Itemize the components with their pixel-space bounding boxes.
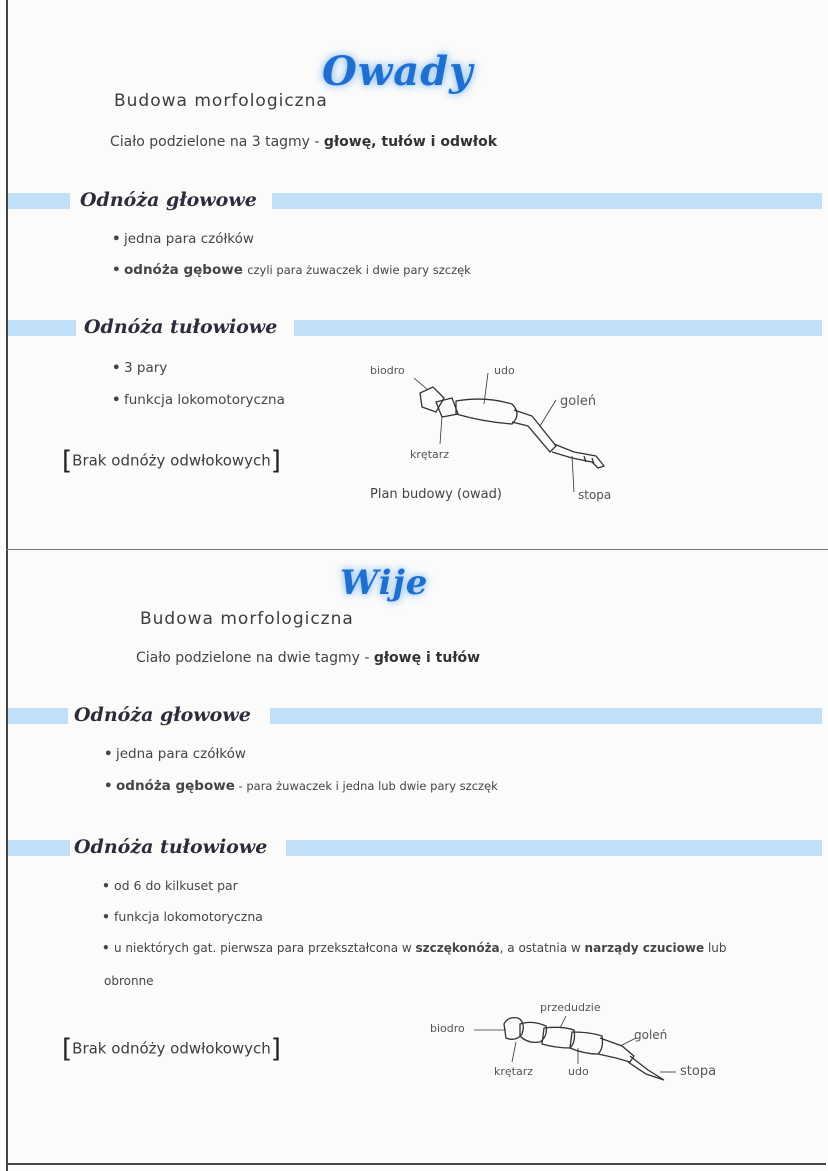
label-przedudzie: przedudzie xyxy=(540,1001,601,1014)
heading-thorax-legs: Odnóża tułowiowe xyxy=(70,836,275,858)
label-stopa: stopa xyxy=(578,488,612,502)
label-golen: goleń xyxy=(560,394,597,409)
list-item: • odnóża gębowe - para żuwaczek i jedna lub dwie pary szczęk xyxy=(104,778,498,794)
label-biodro: biodro xyxy=(430,1022,465,1035)
list-item: • jedna para czółków xyxy=(112,231,254,247)
diagram-caption: Plan budowy (owad) xyxy=(370,487,502,502)
list-item: • jedna para czółków xyxy=(104,746,246,762)
label-kretarz: krętarz xyxy=(494,1065,534,1078)
list-item-continuation: obronne xyxy=(104,974,154,988)
label-udo: udo xyxy=(568,1065,589,1078)
section-title-owady: Owady xyxy=(322,48,474,95)
subtitle: Budowa morfologiczna xyxy=(114,91,328,111)
label-biodro: biodro xyxy=(370,364,405,377)
label-udo: udo xyxy=(494,364,515,377)
heading-thorax-legs: Odnóża tułowiowe xyxy=(80,316,285,338)
list-item: • u niektórych gat. pierwsza para przekształcona w szczękonóża, a ostatnia w narządy czuciowe lub xyxy=(102,941,727,955)
intro-text: Ciało podzielone na 3 tagmy - głowę, tułów i odwłok xyxy=(110,134,498,150)
list-item: • 3 pary xyxy=(112,360,168,376)
intro-text: Ciało podzielone na dwie tagmy - głowę i tułów xyxy=(136,650,481,666)
bracket-note: [Brak odnóży odwłokowych] xyxy=(62,1034,281,1064)
section-title-wije: Wije xyxy=(340,563,429,603)
label-golen: goleń xyxy=(634,1028,668,1042)
bracket-note: [Brak odnóży odwłokowych] xyxy=(62,446,281,476)
list-item: • od 6 do kilkuset par xyxy=(102,878,238,893)
list-item: • funkcja lokomotoryczna xyxy=(102,909,263,924)
list-item: • odnóża gębowe czyli para żuwaczek i dwie pary szczęk xyxy=(112,262,471,278)
label-kretarz: krętarz xyxy=(410,448,450,461)
list-item: • funkcja lokomotoryczna xyxy=(112,392,285,408)
label-stopa: stopa xyxy=(680,1064,717,1079)
subtitle: Budowa morfologiczna xyxy=(140,609,354,629)
heading-head-legs: Odnóża głowowe xyxy=(70,704,259,726)
heading-head-legs: Odnóża głowowe xyxy=(76,189,265,211)
